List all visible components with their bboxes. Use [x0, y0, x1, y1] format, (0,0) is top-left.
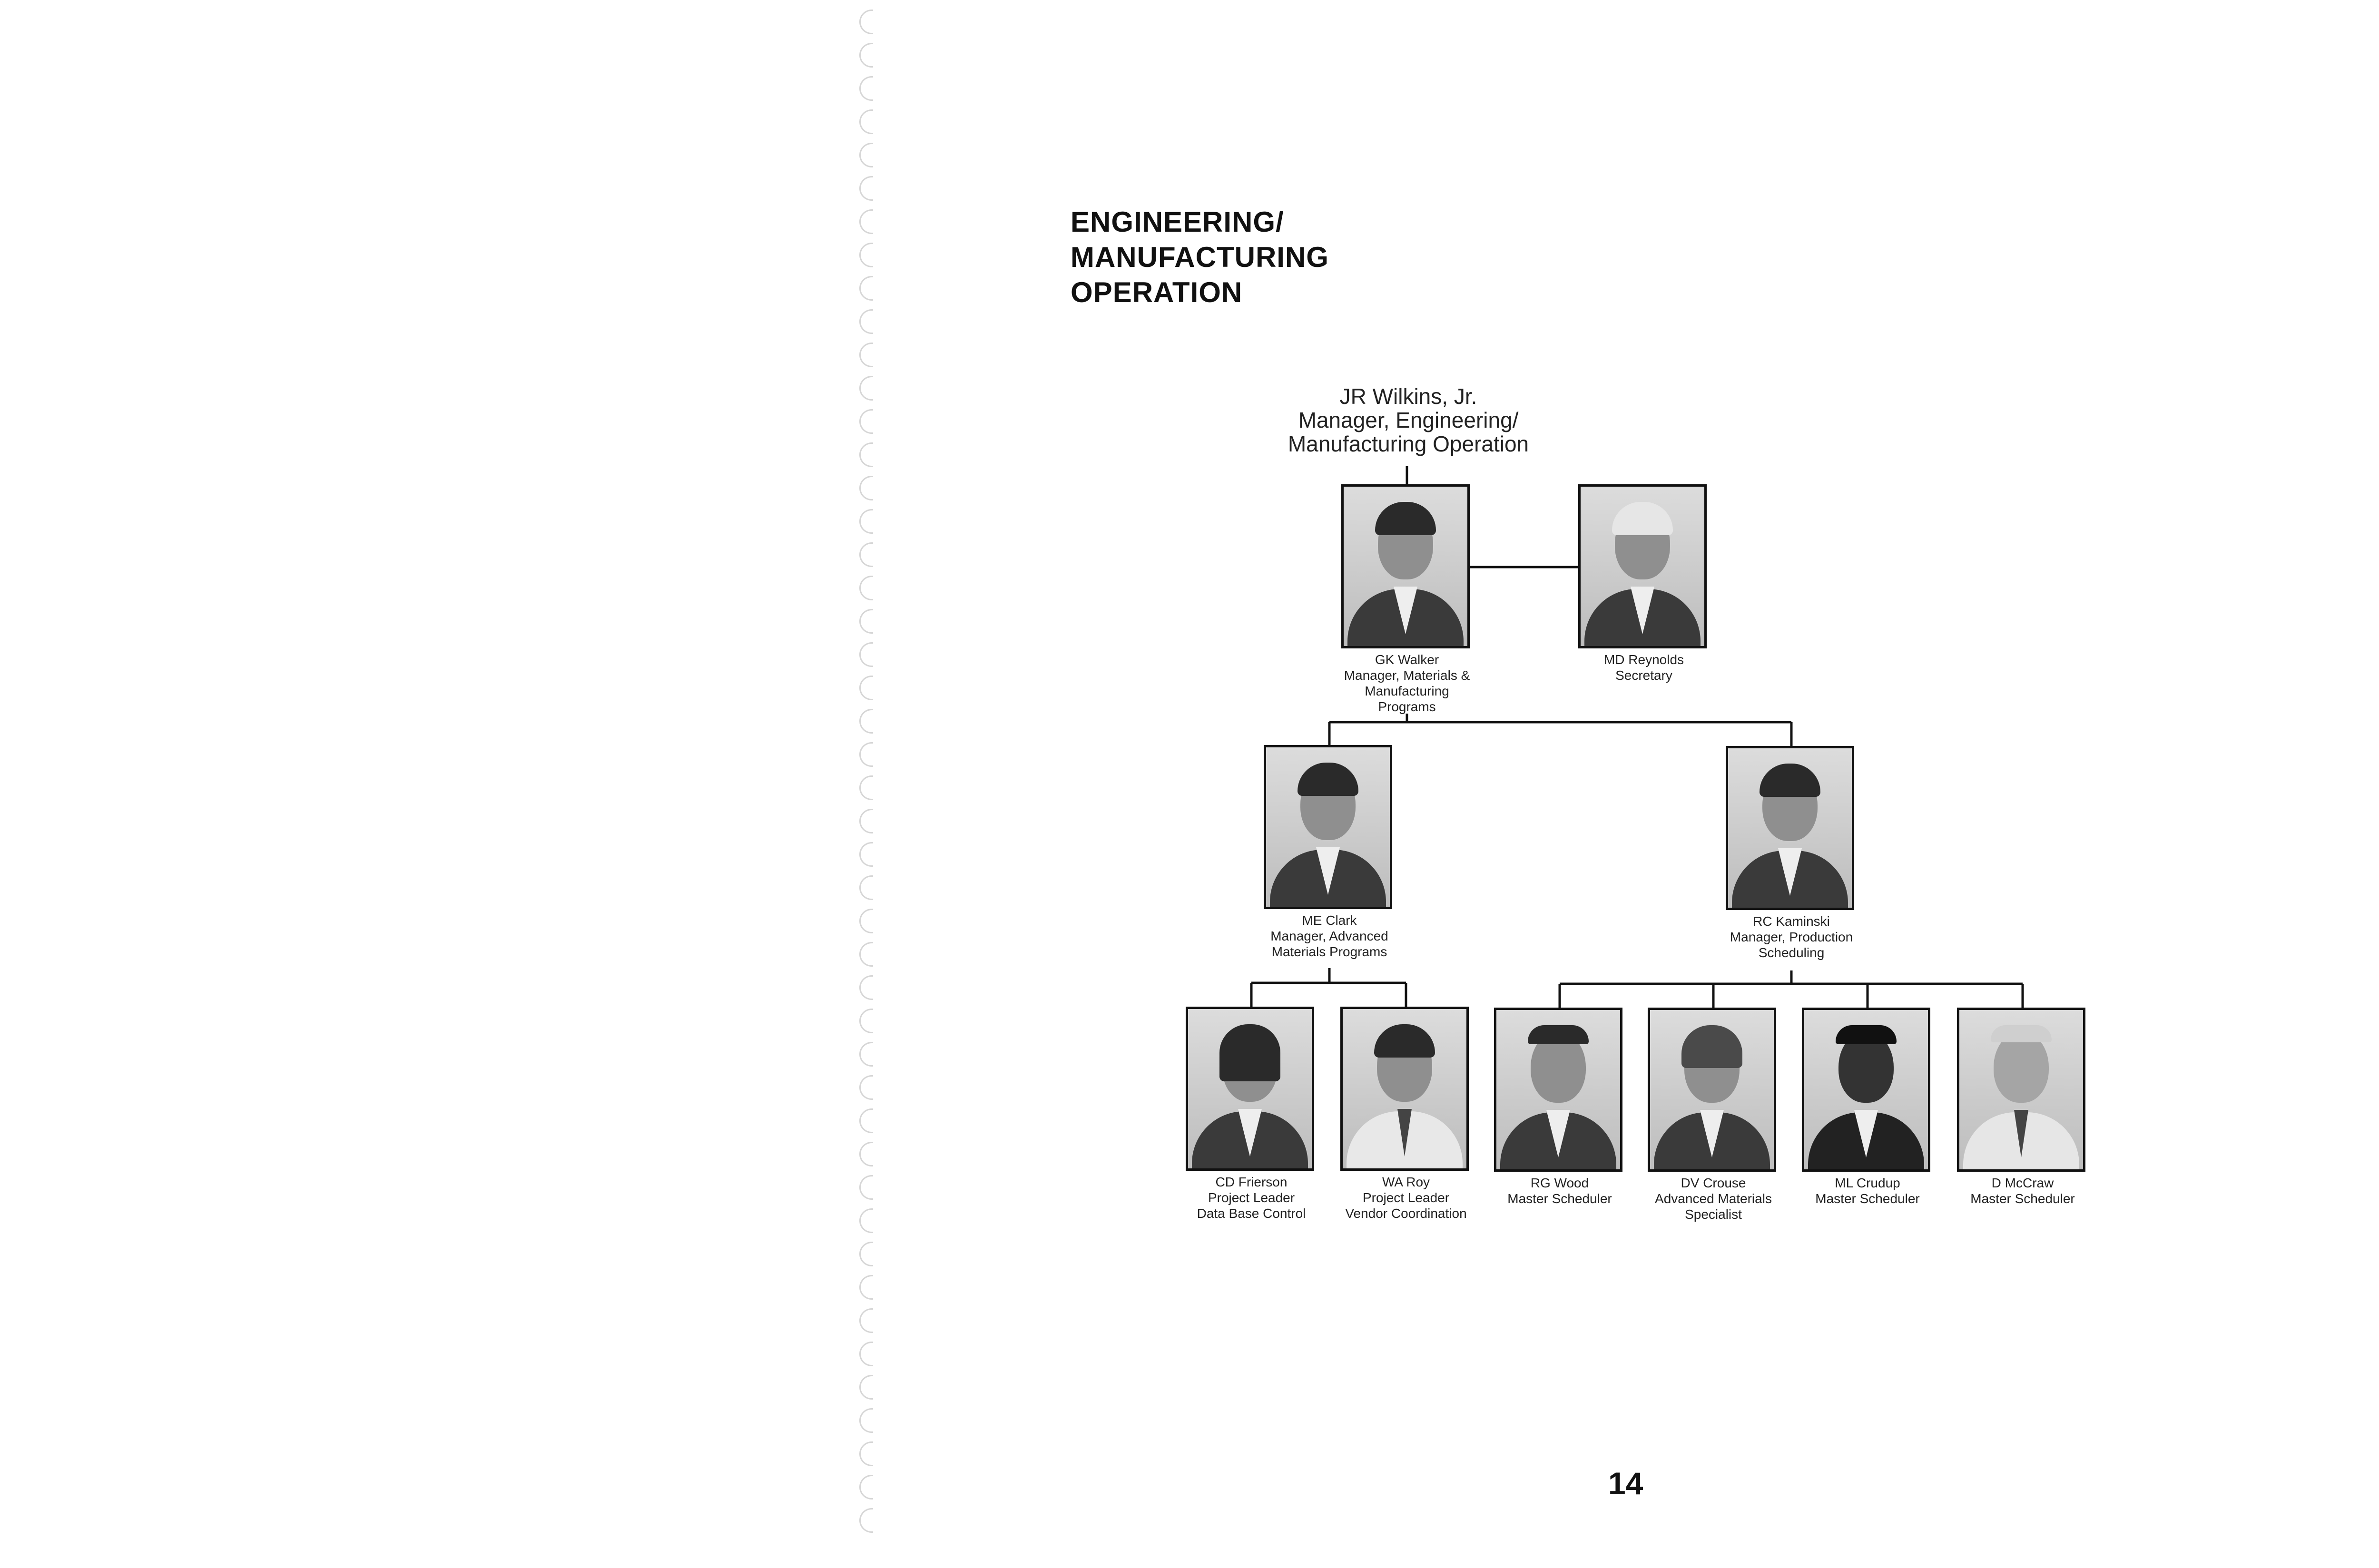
- caption-md-reynolds: [1573, 652, 1715, 683]
- title-line-1: ENGINEERING/: [1071, 206, 1284, 238]
- photo-gk-walker: [1341, 484, 1470, 648]
- name-ml-crudup: ML Crudup: [1835, 1176, 1900, 1190]
- photo-wa-roy: [1340, 1007, 1469, 1171]
- title-dv-crouse-2: Specialist: [1685, 1207, 1742, 1222]
- photo-d-mccraw: [1957, 1008, 2085, 1172]
- title-cd-frierson-2: Data Base Control: [1197, 1206, 1306, 1221]
- caption-gk-walker: [1336, 652, 1478, 715]
- title-dv-crouse-1: Advanced Materials: [1655, 1191, 1772, 1206]
- title-wa-roy-1: Project Leader: [1362, 1190, 1450, 1205]
- title-rc-kaminski-1: Manager, Production: [1730, 930, 1853, 944]
- title-line-3: OPERATION: [1071, 276, 1243, 308]
- title-gk-walker-3: Programs: [1378, 699, 1436, 714]
- photo-rg-wood: [1494, 1008, 1622, 1172]
- name-dv-crouse: DV Crouse: [1681, 1176, 1746, 1190]
- head-manager-name: JR Wilkins, Jr.: [1339, 384, 1477, 409]
- caption-cd-frierson: [1180, 1174, 1323, 1221]
- title-me-clark-1: Manager, Advanced: [1270, 929, 1388, 943]
- title-rg-wood-1: Master Scheduler: [1507, 1191, 1612, 1206]
- name-rg-wood: RG Wood: [1530, 1176, 1589, 1190]
- name-gk-walker: GK Walker: [1375, 652, 1439, 667]
- title-me-clark-2: Materials Programs: [1271, 944, 1387, 959]
- title-line-2: MANUFACTURING: [1071, 241, 1329, 273]
- title-ml-crudup-1: Master Scheduler: [1815, 1191, 1920, 1206]
- title-wa-roy-2: Vendor Coordination: [1345, 1206, 1467, 1221]
- photo-md-reynolds: [1578, 484, 1707, 648]
- name-wa-roy: WA Roy: [1382, 1175, 1430, 1189]
- photo-me-clark: [1264, 745, 1392, 909]
- photo-dv-crouse: [1648, 1008, 1776, 1172]
- name-d-mccraw: D McCraw: [1991, 1176, 2054, 1190]
- caption-rg-wood: [1488, 1175, 1631, 1206]
- title-gk-walker-2: Manufacturing: [1365, 684, 1449, 698]
- name-me-clark: ME Clark: [1302, 913, 1357, 928]
- photo-rc-kaminski: [1726, 746, 1854, 910]
- caption-d-mccraw: [1951, 1175, 2094, 1206]
- caption-rc-kaminski: [1720, 913, 1863, 960]
- photo-ml-crudup: [1802, 1008, 1930, 1172]
- page-number: 14: [1608, 1466, 1643, 1501]
- name-cd-frierson: CD Frierson: [1215, 1175, 1288, 1189]
- caption-ml-crudup: [1796, 1175, 1939, 1206]
- name-md-reynolds: MD Reynolds: [1603, 652, 1684, 667]
- title-cd-frierson-1: Project Leader: [1208, 1190, 1295, 1205]
- name-rc-kaminski: RC Kaminski: [1753, 914, 1830, 929]
- title-d-mccraw-1: Master Scheduler: [1970, 1191, 2075, 1206]
- head-manager-title-2: Manufacturing Operation: [1288, 431, 1529, 456]
- head-manager-title-1: Manager, Engineering/: [1298, 408, 1519, 432]
- caption-me-clark: [1258, 912, 1401, 960]
- title-md-reynolds-1: Secretary: [1615, 668, 1672, 683]
- title-rc-kaminski-2: Scheduling: [1758, 945, 1825, 960]
- photo-cd-frierson: [1186, 1007, 1314, 1171]
- caption-dv-crouse: [1642, 1175, 1785, 1222]
- title-gk-walker-1: Manager, Materials &: [1344, 668, 1470, 683]
- caption-wa-roy: [1335, 1174, 1477, 1221]
